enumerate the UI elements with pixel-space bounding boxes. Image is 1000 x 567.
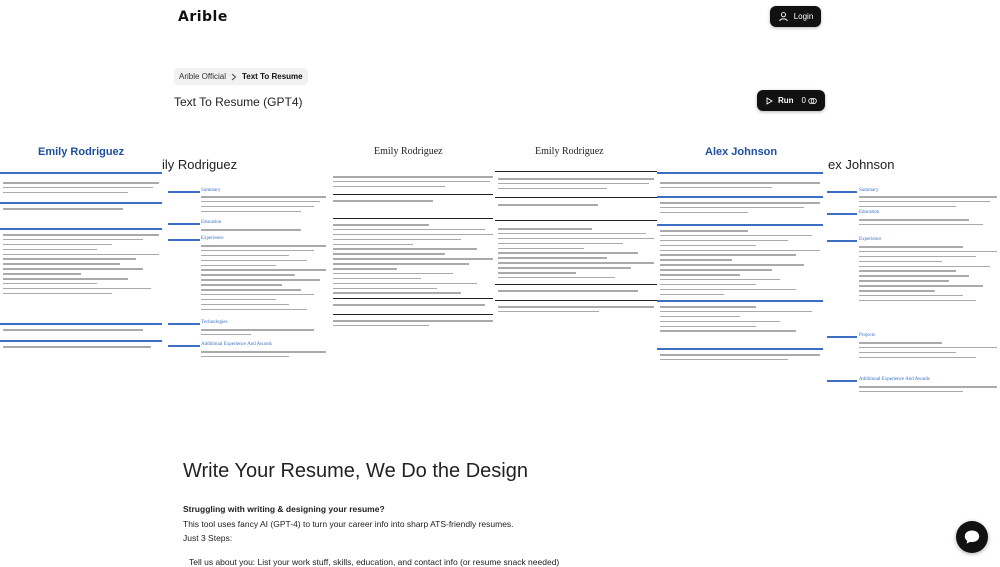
breadcrumb	[174, 68, 308, 85]
resume-name: Emily Rodriguez	[535, 146, 604, 157]
login-label: Login	[793, 12, 814, 21]
resume-name: Alex Johnson	[705, 146, 778, 158]
breadcrumb-current: Text To Resume	[241, 72, 303, 81]
resume-preview[interactable]	[495, 138, 657, 430]
resume-section-title: Summary	[201, 188, 221, 193]
resume-section-title: Experience	[859, 237, 882, 242]
run-label: Run	[778, 96, 794, 105]
top-header	[0, 0, 1000, 40]
steps-label: Just 3 Steps:	[183, 533, 233, 543]
chevron-right-icon	[231, 73, 237, 81]
resume-section-title: Additional Experience And Awards	[859, 377, 930, 382]
step-item: Tell us about you: List your work stuff, skills, education, and contact info (or resume snack needed)	[189, 557, 560, 567]
login-button[interactable]	[770, 6, 821, 27]
resume-section-title: Education	[201, 220, 222, 225]
resume-name: ex Johnson	[828, 157, 895, 172]
chat-button[interactable]	[956, 521, 988, 553]
resume-section-title: Projects	[859, 333, 876, 338]
resume-preview[interactable]	[162, 138, 330, 430]
resume-preview[interactable]	[823, 138, 1000, 430]
user-icon	[778, 11, 789, 22]
breadcrumb-parent[interactable]: Arible Official	[179, 72, 226, 81]
resume-section-title: Additional Experience And Awards	[201, 342, 272, 347]
resume-name: Emily Rodriguez	[374, 146, 443, 157]
chat-icon	[963, 528, 981, 546]
resume-preview[interactable]	[330, 138, 495, 430]
resume-section-title: Education	[859, 210, 880, 215]
resume-section-title: Summary	[859, 188, 879, 193]
arible-logo[interactable]: Arible	[178, 9, 228, 25]
page-title: Text To Resume (GPT4)	[174, 95, 303, 109]
coins-icon	[808, 97, 817, 105]
intro-text: This tool uses fancy AI (GPT-4) to turn your career info into sharp ATS-friendly resumes.	[183, 519, 514, 529]
credit-count	[802, 96, 817, 105]
run-button[interactable]	[757, 90, 825, 111]
resume-section-title: Technologies	[201, 320, 228, 325]
play-icon	[765, 97, 773, 105]
resume-preview[interactable]	[0, 138, 162, 430]
resume-name: Emily Rodriguez	[38, 146, 125, 158]
resume-gallery[interactable]	[0, 138, 1000, 430]
intro-question: Struggling with writing & designing your resume?	[183, 504, 385, 514]
credit-count-value: 0	[801, 96, 806, 105]
resume-name: ily Rodriguez	[162, 157, 238, 172]
section-heading: Write Your Resume, We Do the Design	[183, 460, 528, 482]
resume-section-title: Experience	[201, 236, 224, 241]
resume-preview[interactable]	[657, 138, 823, 430]
description-section	[183, 460, 823, 567]
